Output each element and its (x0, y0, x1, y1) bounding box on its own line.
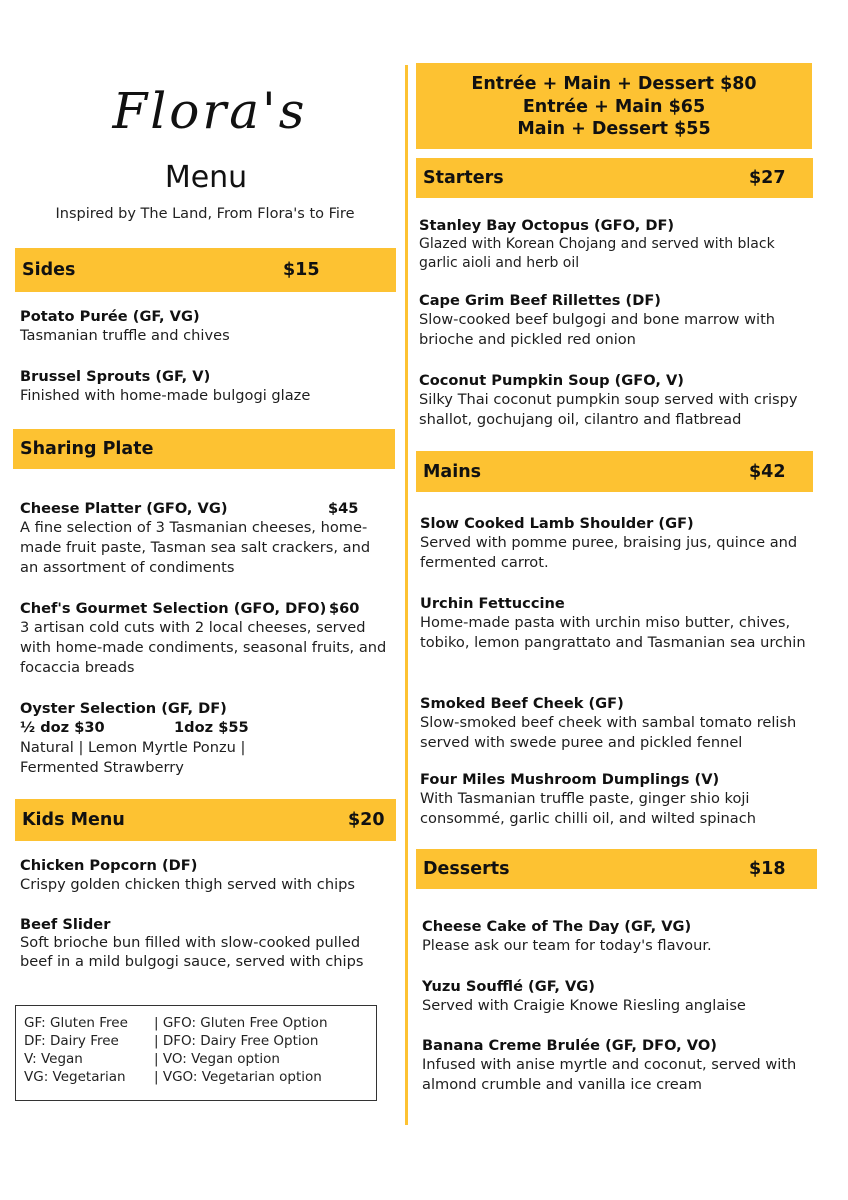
tagline: Inspired by The Land, From Flora's to Fire (55, 206, 355, 222)
dietary-legend (15, 1005, 377, 1101)
legend-v: V: Vegan (24, 1051, 83, 1067)
item-description: Crispy golden chicken thigh served with chips (20, 876, 355, 893)
legend-dfo: | DFO: Dairy Free Option (154, 1033, 319, 1049)
item-description: Home-made pasta with urchin miso butter, chives, tobiko, lemon pangrattato and Tasmanian sea urchin (420, 614, 806, 651)
item-description: Slow-smoked beef cheek with sambal tomato relish served with swede puree and pickled fennel (420, 714, 797, 751)
desserts-price: $18 (749, 859, 786, 879)
menu-item-chicken-popcorn (20, 856, 400, 895)
kids-menu-header (15, 799, 396, 841)
sides-title: Sides (22, 260, 76, 280)
item-name: Stanley Bay Octopus (GFO, DF) (419, 217, 675, 234)
menu-item-coconut-pumpkin-soup (419, 371, 829, 430)
menu-item-smoked-beef-cheek (420, 694, 825, 753)
item-name: Four Miles Mushroom Dumplings (V) (420, 771, 720, 788)
menu-item-yuzu-souffle (422, 977, 822, 1016)
item-description: Please ask our team for today's flavour. (422, 937, 712, 954)
legend-df: DF: Dairy Free (24, 1033, 119, 1049)
item-description: Infused with anise myrtle and coconut, served with almond crumble and vanilla ice cream (422, 1056, 797, 1093)
item-description: Finished with home-made bulgogi glaze (20, 387, 311, 404)
item-name: Slow Cooked Lamb Shoulder (GF) (420, 515, 694, 532)
mains-price: $42 (749, 461, 786, 482)
legend-gf: GF: Gluten Free (24, 1015, 128, 1031)
item-name: Chef's Gourmet Selection (GFO, DFO) (20, 600, 327, 617)
item-name: Cape Grim Beef Rillettes (DF) (419, 292, 661, 309)
item-description: Served with pomme puree, braising jus, quince and fermented carrot. (420, 534, 798, 571)
item-description: Silky Thai coconut pumpkin soup served with crispy shallot, gochujang oil, cilantro and flatbread (419, 391, 798, 428)
menu-item-oyster-selection (20, 699, 392, 778)
item-price-dozen: 1doz $55 (174, 719, 249, 736)
item-description: A fine selection of 3 Tasmanian cheeses, home-made fruit paste, Tasman sea salt crackers, and an assortment of condiments (20, 519, 371, 576)
item-price: $60 (329, 600, 360, 617)
legend-gfo: | GFO: Gluten Free Option (154, 1015, 328, 1031)
legend-vg: VG: Vegetarian (24, 1069, 126, 1085)
item-name: Urchin Fettuccine (420, 595, 565, 612)
menu-item-mushroom-dumplings (420, 770, 795, 829)
starters-price: $27 (749, 168, 786, 188)
item-name: Yuzu Soufflé (GF, VG) (422, 978, 595, 995)
sharing-plate-header (13, 429, 395, 469)
promo-line-3: Main + Dessert $55 (517, 119, 711, 139)
item-name: Beef Slider (20, 916, 111, 933)
mains-title: Mains (423, 461, 482, 482)
menu-item-potato-puree (20, 307, 400, 346)
column-divider (405, 65, 408, 1125)
menu-item-banana-creme-brulee (422, 1036, 802, 1095)
starters-header (416, 158, 813, 198)
item-price-half-dozen: ½ doz $30 (20, 719, 105, 736)
menu-item-cheese-cake (422, 917, 822, 956)
menu-item-cape-grim-rillettes (419, 291, 814, 350)
item-name: Brussel Sprouts (GF, V) (20, 368, 211, 385)
item-description: 3 artisan cold cuts with 2 local cheeses, served with home-made condiments, seasonal fruits, and focaccia breads (20, 619, 387, 676)
item-name: Chicken Popcorn (DF) (20, 857, 198, 874)
set-menu-promo (416, 63, 812, 149)
item-description: Slow-cooked beef bulgogi and bone marrow with brioche and pickled red onion (419, 311, 776, 348)
item-description: Served with Craigie Knowe Riesling anglaise (422, 997, 746, 1014)
sides-price: $15 (283, 260, 320, 280)
sides-header (15, 248, 396, 292)
promo-line-1: Entrée + Main + Dessert $80 (471, 74, 757, 94)
menu-item-lamb-shoulder (420, 514, 830, 573)
item-description: With Tasmanian truffle paste, ginger shio koji consommé, garlic chilli oil, and wilted spinach (420, 790, 756, 827)
item-description: Soft brioche bun filled with slow-cooked pulled beef in a mild bulgogi sauce, served with chips (20, 934, 364, 970)
item-description: Glazed with Korean Chojang and served with black garlic aioli and herb oil (419, 236, 775, 271)
menu-item-chefs-gourmet (20, 599, 392, 678)
item-price: $45 (328, 500, 359, 517)
item-name: Potato Purée (GF, VG) (20, 308, 200, 325)
item-description: Natural | Lemon Myrtle Ponzu | Fermented Strawberry (20, 739, 246, 776)
logo-menu-word: Menu (164, 160, 248, 195)
sharing-plate-title: Sharing Plate (20, 439, 154, 459)
desserts-header (416, 849, 817, 889)
logo-script: Flora's (112, 82, 308, 140)
item-name: Banana Creme Brulée (GF, DFO, VO) (422, 1037, 717, 1054)
menu-item-brussel-sprouts (20, 367, 400, 406)
starters-title: Starters (423, 168, 504, 188)
legend-vo: | VO: Vegan option (154, 1051, 280, 1067)
menu-item-beef-slider (20, 915, 375, 971)
mains-header (416, 451, 813, 492)
menu-item-urchin-fettuccine (420, 594, 820, 653)
item-description: Tasmanian truffle and chives (20, 327, 230, 344)
item-name: Smoked Beef Cheek (GF) (420, 695, 624, 712)
legend-vgo: | VGO: Vegetarian option (154, 1069, 322, 1085)
item-name: Cheese Cake of The Day (GF, VG) (422, 918, 692, 935)
kids-menu-price: $20 (348, 810, 385, 830)
promo-line-2: Entrée + Main $65 (522, 96, 706, 117)
item-name: Oyster Selection (GF, DF) (20, 700, 227, 717)
menu-item-cheese-platter (20, 499, 392, 578)
item-name: Coconut Pumpkin Soup (GFO, V) (419, 372, 684, 389)
kids-menu-title: Kids Menu (22, 810, 125, 830)
desserts-title: Desserts (423, 859, 510, 879)
item-name: Cheese Platter (GFO, VG) (20, 500, 228, 517)
menu-item-stanley-bay-octopus (419, 216, 797, 273)
